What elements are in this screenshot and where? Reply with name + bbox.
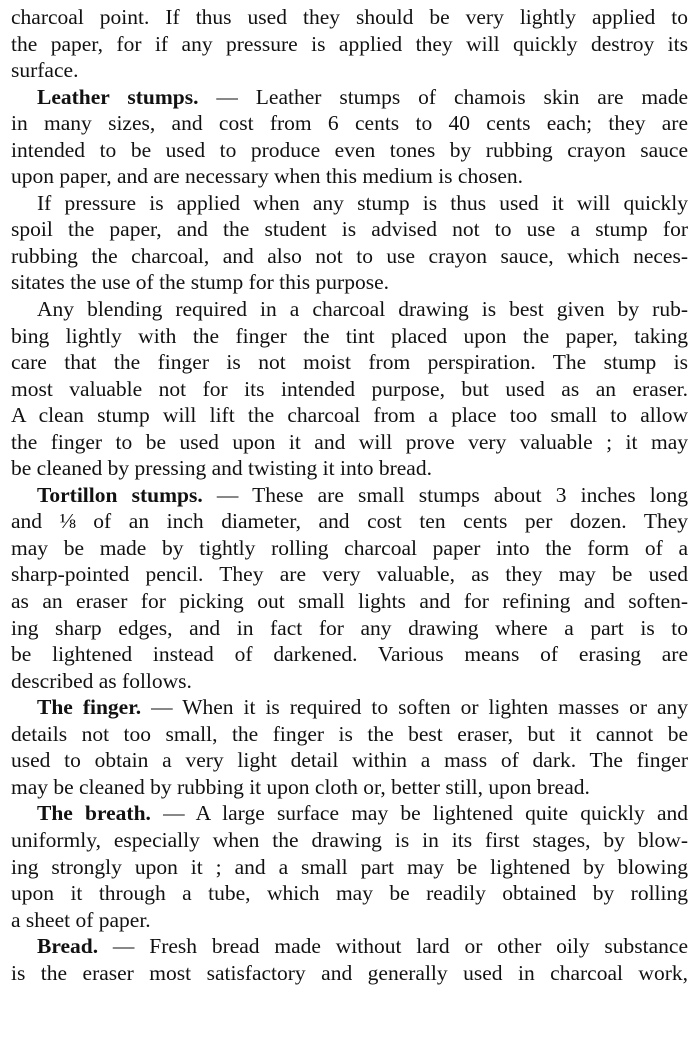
section-heading: Bread. [37,934,99,959]
paragraph-leather-stumps [11,84,688,190]
text-line: be lightened instead of darkened. Various means of erasing are [11,642,688,667]
text-line: sitates the use of the stump for this purpose. [11,270,389,295]
paragraph-bread [11,933,688,986]
text-line: described as follows. [11,668,192,693]
text-line: in many sizes, and cost from 6 cents to 40 cents each; they are [11,111,688,136]
text-line: a sheet of paper. [11,907,151,932]
text-line: Any blending required in a charcoal drawing is best given by rub- [37,297,688,322]
book-page [11,4,688,986]
paragraph-the-breath [11,800,688,933]
text-line: the finger to be used upon it and will prove very valuable ; it may [11,429,688,454]
text-line: is the eraser most satisfactory and generally used in charcoal work, [11,960,688,985]
text-line: may be cleaned by rubbing it upon cloth or, better still, upon bread. [11,774,590,799]
paragraph-continuation [11,4,688,84]
section-heading: The breath. [37,801,151,826]
text-line: upon paper, and are necessary when this medium is chosen. [11,164,524,189]
paragraph-pressure [11,190,688,296]
text-line: most valuable not for its intended purpose, but used as an eraser. [11,376,688,401]
text-line: as an eraser for picking out small lights and for refining and soften- [11,589,688,614]
paragraph-the-finger [11,694,688,800]
paragraph-blending [11,296,688,482]
section-heading: Tortillon stumps. [37,482,203,507]
text-line: details not too small, the finger is the best eraser, but it cannot be [11,721,688,746]
text-line: The finger. — When it is required to soften or lighten masses or any [37,695,688,720]
text-line: the paper, for if any pressure is applied they will quickly destroy its [11,31,688,56]
text-line: be cleaned by pressing and twisting it into bread. [11,456,432,481]
text-line: surface. [11,58,79,83]
text-line: sharp-pointed pencil. They are very valuable, as they may be used [11,562,688,587]
text-line: ing strongly upon it ; and a small part may be lightened by blowing [11,854,688,879]
text-line: Leather stumps. — Leather stumps of chamois skin are made [37,84,688,109]
text-line: A clean stump will lift the charcoal from a place too small to allow [11,403,688,428]
text-line: Tortillon stumps. — These are small stumps about 3 inches long [37,482,688,507]
paragraph-tortillon-stumps [11,482,688,694]
section-heading: Leather stumps. [37,84,199,109]
text-line: and ⅛ of an inch diameter, and cost ten cents per dozen. They [11,509,688,534]
text-line: may be made by tightly rolling charcoal paper into the form of a [11,535,688,560]
text-line: care that the finger is not moist from perspiration. The stump is [11,350,688,375]
text-line: upon it through a tube, which may be readily obtained by rolling [11,881,688,906]
text-line: Bread. — Fresh bread made without lard or other oily substance [37,934,688,959]
text-line: intended to be used to produce even tones by rubbing crayon sauce [11,137,688,162]
text-line: bing lightly with the finger the tint placed upon the paper, taking [11,323,688,348]
text-line: uniformly, especially when the drawing is in its first stages, by blow- [11,827,688,852]
text-line: rubbing the charcoal, and also not to use crayon sauce, which neces- [11,243,688,268]
text-line: charcoal point. If thus used they should be very lightly applied to [11,5,688,29]
text-line: The breath. — A large surface may be lightened quite quickly and [37,801,688,826]
text-line: spoil the paper, and the student is advised not to use a stump for [11,217,688,242]
section-heading: The finger. [37,695,142,720]
text-line: used to obtain a very light detail within a mass of dark. The finger [11,748,688,773]
text-line: ing sharp edges, and in fact for any drawing where a part is to [11,615,688,640]
text-line: If pressure is applied when any stump is thus used it will quickly [37,190,688,215]
